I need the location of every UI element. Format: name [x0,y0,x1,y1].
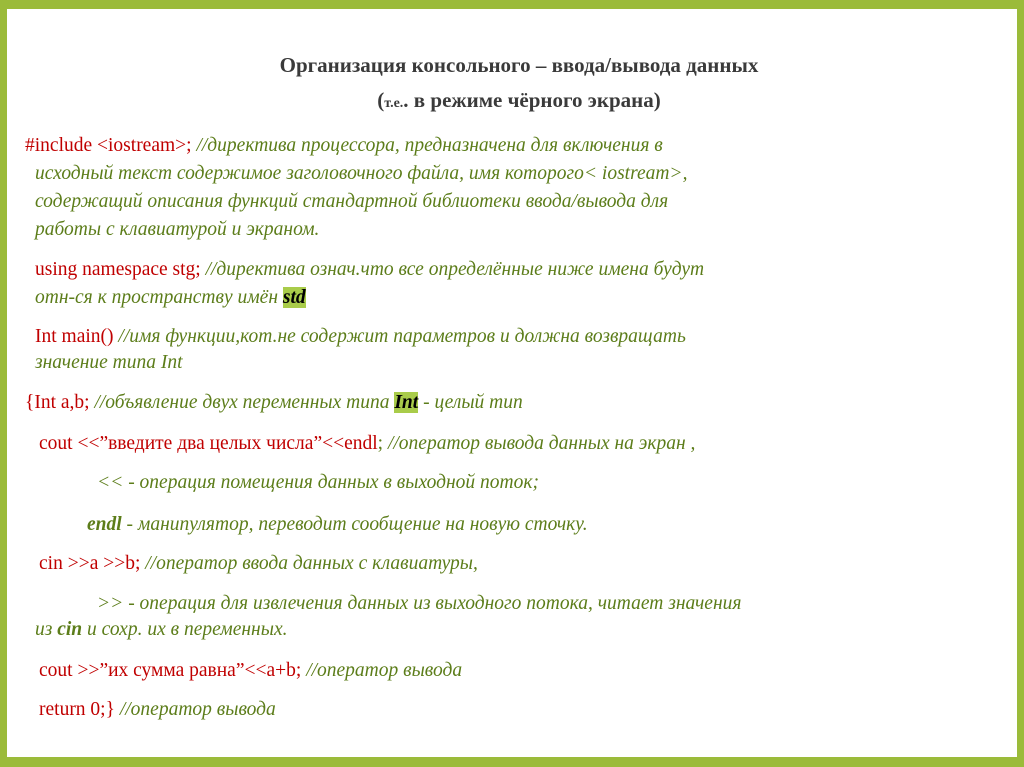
line-include-4: работы с клавиатурой и экраном. [35,219,320,240]
code-include: #include <iostream>; [25,135,192,156]
int-keyword: Int [394,392,419,413]
subtitle-rest: . в режиме чёрного экрана) [403,88,661,112]
code-cout-sum: cout >>”их сумма равна”<<a+b; [39,660,302,681]
comment-main: //имя функции,кот.не содержит параметров и должна возвращать [113,326,686,347]
comment-declare-2: - целый тип [418,392,523,413]
line-include [25,134,663,158]
code-namespace: using namespace stg; [35,259,201,280]
slide-subtitle [7,88,1024,113]
subtitle-open: ( [377,88,385,112]
line-extract-op: >> - операция для извлечения данных из выходного потока, читает значения [97,593,742,614]
comment-declare: //объявление двух переменных типа [89,392,395,413]
line-cout-sum [39,659,462,683]
comment-extract-pre: из [35,619,58,640]
code-return: return 0;} [39,699,115,720]
comment-include: //директива процессора, предназначена для включения в [191,135,663,156]
comment-namespace: //директива означ.что все определённые ниже имена будут [200,259,705,280]
line-endl [87,513,588,537]
endl-keyword: endl [87,514,122,535]
cin-keyword: cin [57,619,83,640]
line-cout [39,432,695,456]
comment-cout: //оператор вывода данных на экран , [383,433,696,454]
comment-return: //оператор вывода [114,699,276,720]
line-cin [39,552,478,576]
code-cin: cin >>a >>b; [39,553,141,574]
line-declare [25,391,523,415]
code-cout-semicolon: ; [377,433,384,454]
line-include-2: исходный текст содержимое заголовочного файла, имя которого< iostream>, [35,163,688,184]
line-return [39,698,276,722]
line-namespace-2 [35,286,306,310]
line-main-2: значение типа Int [35,352,183,373]
subtitle-abbrev: т.е. [384,96,404,111]
line-include-3: содержащий описания функций стандартной библиотеки ввода/вывода для [35,191,669,212]
line-main [35,325,686,349]
comment-cout-sum: //оператор вывода [301,660,463,681]
code-declare: {Int a,b; [25,392,90,413]
line-extract-op-2 [35,618,287,642]
line-namespace [35,258,704,282]
comment-namespace-2: отн-ся к пространству имён [35,287,283,308]
code-main: Int main() [35,326,114,347]
slide-title: Организация консольного – ввода/вывода данных [279,53,759,77]
comment-endl: - манипулятор, переводит сообщение на новую сточку. [121,514,588,535]
comment-cin: //оператор ввода данных с клавиатуры, [140,553,478,574]
comment-extract-post: и сохр. их в переменных. [82,619,288,640]
std-keyword: std [282,287,306,308]
line-insert-op: << - операция помещения данных в выходной поток; [97,472,539,493]
code-cout: cout <<”введите два целых числа”<<endl [39,433,378,454]
